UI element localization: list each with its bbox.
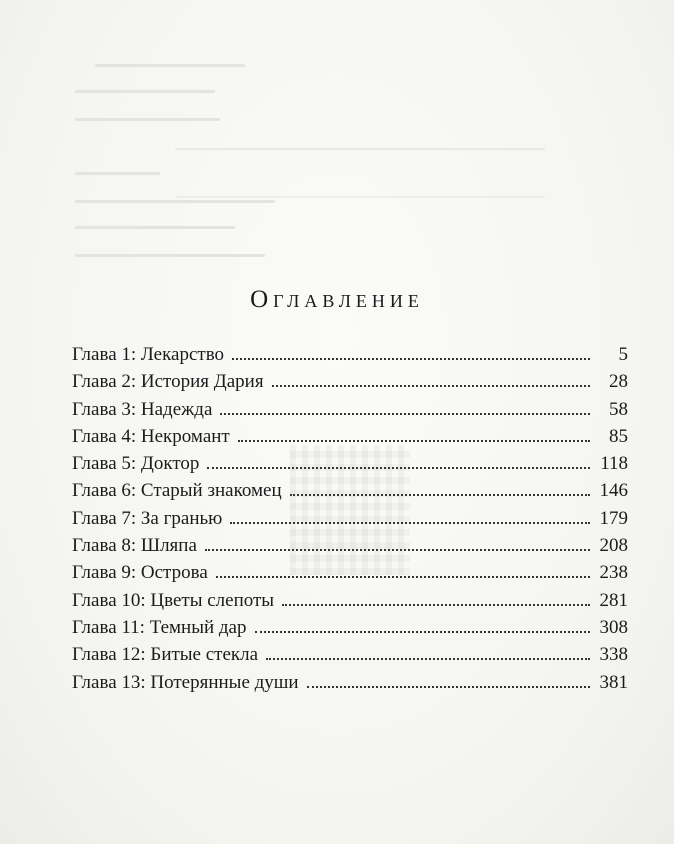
toc-title: Оглавление [250,286,424,313]
toc-entry-label: Глава 9: Острова [72,562,208,584]
toc-entry-page: 308 [599,616,628,638]
toc-entry-page: 85 [609,425,628,447]
dot-leader [282,604,590,606]
toc-entry[interactable] [72,562,628,589]
toc-entry-label: Глава 5: Доктор [72,453,200,475]
toc-entry-label: Глава 2: История Дария [72,371,264,393]
toc-entry-label: Глава 4: Некромант [72,425,230,447]
toc-entry-label: Глава 12: Битые стекла [72,644,259,666]
toc-entry[interactable] [72,371,628,398]
toc-entry-label: Глава 3: Надежда [72,398,213,420]
toc-entry-page: 281 [599,589,628,611]
dot-leader [290,494,590,496]
dot-leader [255,631,591,633]
toc-entry-label: Глава 8: Шляпа [72,535,197,557]
dot-leader [266,658,590,660]
toc-entry-label: Глава 10: Цветы слепоты [72,589,275,611]
toc-entry[interactable] [72,535,628,562]
show-through-heading [175,148,545,198]
show-through-line [75,226,235,229]
toc-entry-label: Глава 7: За гранью [72,507,223,529]
show-through-line [95,64,245,67]
show-through-line [75,90,215,93]
toc-entry[interactable] [72,672,628,699]
toc-entry-page: 338 [599,644,628,666]
toc-entry[interactable] [72,426,628,453]
dot-leader [216,576,590,578]
dot-leader [232,358,590,360]
toc-entry[interactable] [72,590,628,617]
toc-entry[interactable] [72,644,628,671]
table-of-contents [72,344,628,699]
dot-leader [238,440,590,442]
dot-leader [205,549,590,551]
show-through-line [75,172,160,175]
toc-entry-page: 381 [599,671,628,693]
toc-entry[interactable] [72,453,628,480]
toc-entry-page: 28 [609,371,628,393]
toc-entry[interactable] [72,508,628,535]
toc-entry-page: 208 [599,535,628,557]
toc-entry-label: Глава 6: Старый знакомец [72,480,282,502]
toc-entry-page: 5 [618,344,628,365]
dot-leader [220,413,590,415]
toc-entry-label: Глава 13: Потерянные души [72,671,299,693]
show-through-line [75,118,220,121]
dot-leader [230,522,590,524]
toc-entry-label: Глава 1: Лекарство [72,344,225,365]
toc-entry-page: 118 [600,453,628,475]
toc-entry-page: 179 [599,507,628,529]
toc-entry[interactable] [72,344,628,371]
toc-entry-label: Глава 11: Темный дар [72,616,247,638]
toc-entry[interactable] [72,617,628,644]
toc-entry[interactable] [72,399,628,426]
toc-entry[interactable] [72,480,628,507]
dot-leader [207,467,590,469]
dot-leader [272,385,590,387]
toc-entry-page: 146 [599,480,628,502]
show-through-line [75,200,275,203]
toc-entry-page: 58 [609,398,628,420]
toc-entry-page: 238 [599,562,628,584]
show-through-line [75,254,265,257]
dot-leader [307,686,590,688]
